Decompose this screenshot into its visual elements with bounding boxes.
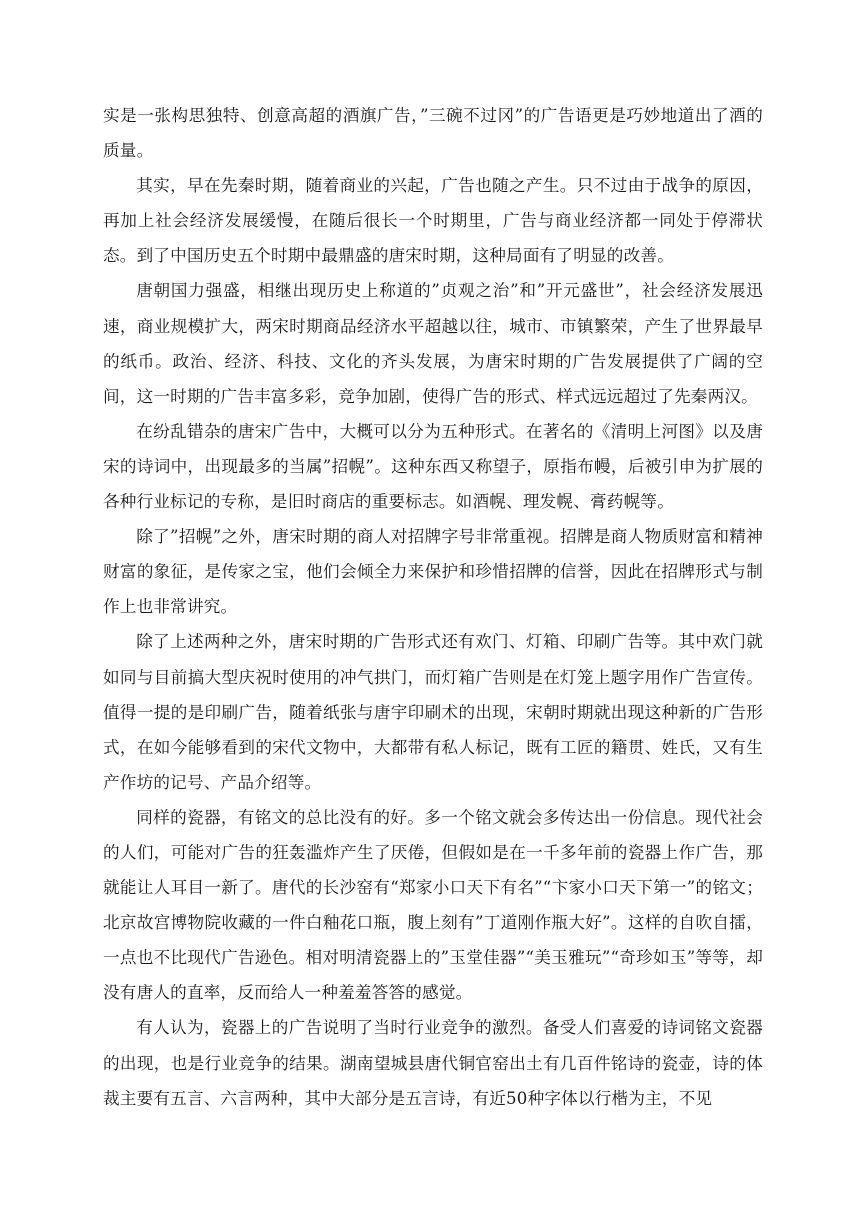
paragraph: 在纷乱错杂的唐宋广告中，大概可以分为五种形式。在著名的《清明上河图》以及唐宋的诗词中，出现最多的当属”招幌”。这种东西又称望子，原指布幔，后被引申为扩展的各种行业标记的专称，是旧时商店的重要标志。如酒幌、理发幌、膏药幌等。: [103, 421, 763, 512]
paragraph: 同样的瓷器，有铭文的总比没有的好。多一个铭文就会多传达出一份信息。现代社会的人们，可能对广告的狂轰滥炸产生了厌倦，但假如是在一千多年前的瓷器上作广告，那就能让人耳目一新了。唐代的长沙窑有“郑家小口天下有名”“卞家小口天下第一”的铭文；北京故宫博物院收藏的一件白釉花口瓶，腹上刻有”丁道刚作瓶大好”。这样的自吹自擂，一点也不比现代广告逊色。相对明清瓷器上的”玉堂佳器”“美玉雅玩”“奇珍如玉”等等，却没有唐人的直率，反而给人一种羞羞答答的感觉。: [103, 807, 763, 1003]
paragraph: 有人认为，瓷器上的广告说明了当时行业竞争的激烈。备受人们喜爱的诗词铭文瓷器的出现，也是行业竞争的结果。湖南望城县唐代铜官窑出土有几百件铭诗的瓷壶，诗的体裁主要有五言、六言两种，其中大部分是五言诗，有近50种字体以行楷为主，不见: [103, 1018, 763, 1108]
body-text: [103, 98, 763, 1116]
paragraph: 实是一张构思独特、创意高超的酒旗广告，”三碗不过冈”的广告语更是巧妙地道出了酒的质量。: [103, 106, 763, 161]
paragraph: 其实，早在先秦时期，随着商业的兴起，广告也随之产生。只不过由于战争的原因，再加上社会经济发展缓慢，在随后很长一个时期里，广告与商业经济都一同处于停滞状态。到了中国历史五个时期中最鼎盛的唐宋时期，这种局面有了明显的改善。: [103, 176, 763, 266]
paragraph: 除了”招幌”之外，唐宋时期的商人对招牌字号非常重视。招牌是商人物质财富和精神财富的象征，是传家之宝，他们会倾全力来保护和珍惜招牌的信誉，因此在招牌形式与制作上也非常讲究。: [103, 527, 763, 617]
paragraph: 唐朝国力强盛，相继出现历史上称道的”贞观之治”和”开元盛世”，社会经济发展迅速，商业规模扩大，两宋时期商品经济水平超越以往，城市、市镇繁荣，产生了世界最早的纸币。政治、经济、科技、文化的齐头发展，为唐宋时期的广告发展提供了广阔的空间，这一时期的广告丰富多彩，竞争加剧，使得广告的形式、样式远远超过了先秦两汉。: [103, 281, 763, 406]
paragraph: 除了上述两种之外，唐宋时期的广告形式还有欢门、灯箱、印刷广告等。其中欢门就如同与目前搞大型庆祝时使用的冲气拱门，而灯箱广告则是在灯笼上题字用作广告宣传。值得一提的是印刷广告，随着纸张与唐宇印刷术的出现，宋朝时期就出现这种新的广告形式，在如今能够看到的宋代文物中，大都带有私人标记，既有工匠的籍贯、姓氏，又有生产作坊的记号、产品介绍等。: [103, 632, 763, 792]
